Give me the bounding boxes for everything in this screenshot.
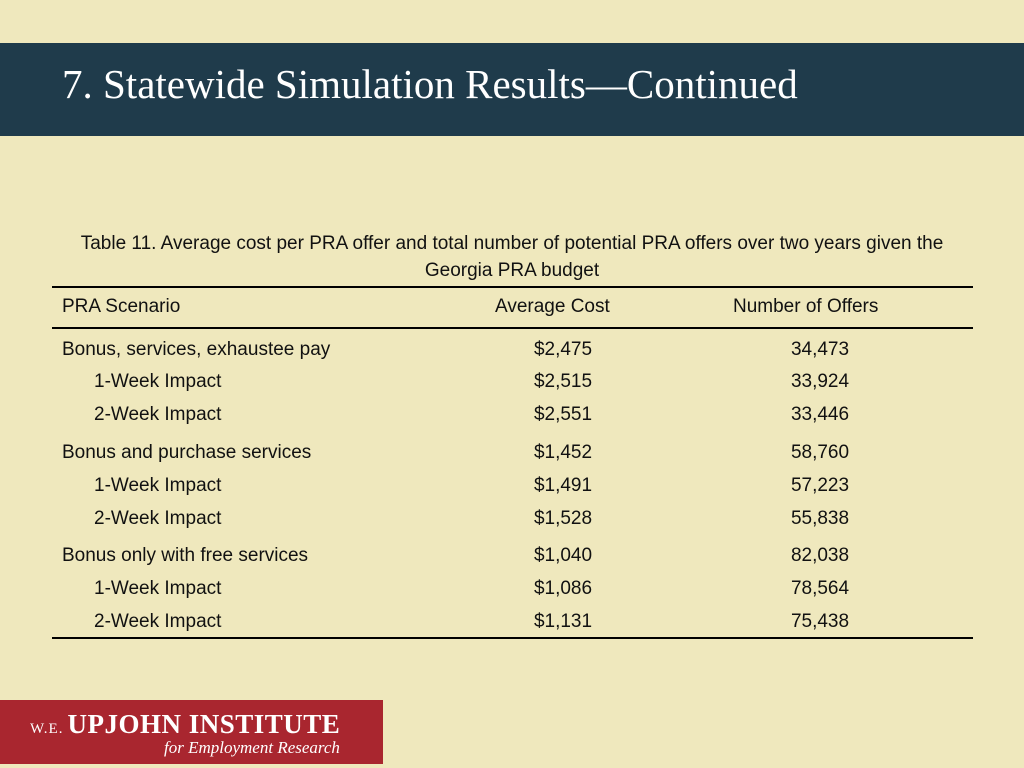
row-average-cost: $1,086 <box>533 578 593 599</box>
row-scenario: 2-Week Impact <box>94 404 222 425</box>
table-caption: Table 11. Average cost per PRA offer and total number of potential PRA offers over two years given the Georgia PRA budget <box>80 233 944 281</box>
row-average-cost: $1,491 <box>533 475 593 496</box>
row-scenario: Bonus only with free services <box>62 545 309 566</box>
row-scenario: Bonus, services, exhaustee pay <box>62 339 331 360</box>
row-scenario: 2-Week Impact <box>94 508 222 529</box>
row-number-of-offers: 78,564 <box>790 578 850 599</box>
row-number-of-offers: 82,038 <box>790 545 850 566</box>
row-average-cost: $2,551 <box>533 404 593 425</box>
table-header-rule <box>52 327 973 329</box>
row-number-of-offers: 34,473 <box>790 339 850 360</box>
row-scenario: 1-Week Impact <box>94 578 222 599</box>
row-scenario: 2-Week Impact <box>94 611 222 632</box>
logo-title <box>30 709 340 740</box>
row-number-of-offers: 75,438 <box>790 611 850 632</box>
row-average-cost: $1,131 <box>533 611 593 632</box>
row-average-cost: $1,452 <box>533 442 593 463</box>
row-number-of-offers: 57,223 <box>790 475 850 496</box>
row-number-of-offers: 58,760 <box>790 442 850 463</box>
row-number-of-offers: 33,924 <box>790 371 850 392</box>
slide-title: 7. Statewide Simulation Results—Continued <box>62 61 798 107</box>
header-number-of-offers: Number of Offers <box>733 296 879 317</box>
logo-prefix: W.E. <box>30 721 64 737</box>
logo-subtitle: for Employment Research <box>164 738 340 757</box>
row-average-cost: $2,475 <box>533 339 593 360</box>
row-scenario: 1-Week Impact <box>94 371 222 392</box>
row-number-of-offers: 55,838 <box>790 508 850 529</box>
row-scenario: 1-Week Impact <box>94 475 222 496</box>
row-scenario: Bonus and purchase services <box>62 442 312 463</box>
header-average-cost: Average Cost <box>495 296 610 317</box>
row-average-cost: $1,528 <box>533 508 593 529</box>
row-average-cost: $1,040 <box>533 545 593 566</box>
row-average-cost: $2,515 <box>533 371 593 392</box>
row-number-of-offers: 33,446 <box>790 404 850 425</box>
table-top-rule <box>52 286 973 288</box>
header-pra-scenario: PRA Scenario <box>62 296 181 317</box>
logo-name: UPJOHN INSTITUTE <box>67 709 341 739</box>
table-bottom-rule <box>52 637 973 639</box>
